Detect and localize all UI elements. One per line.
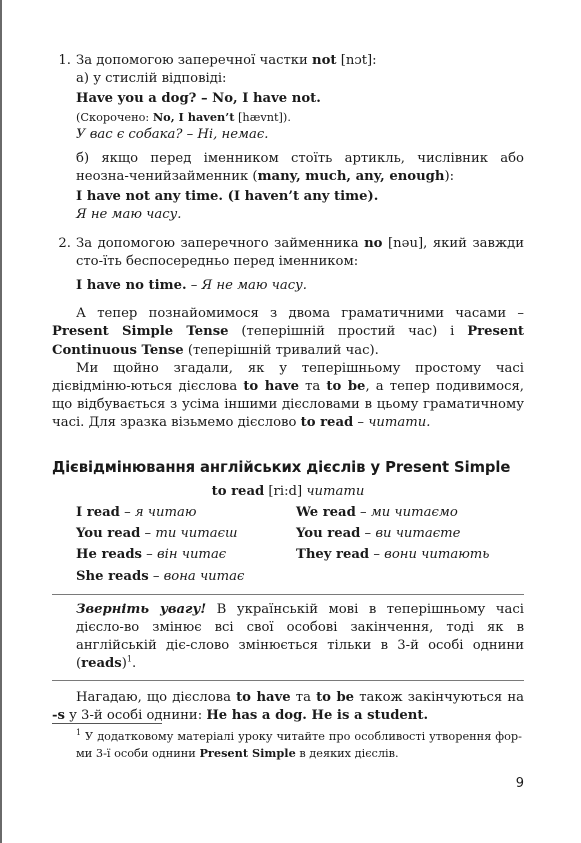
conjugation-cell: He reads – він читає <box>76 547 227 563</box>
conjugation-cell: They read – вони читають <box>296 547 490 563</box>
example-sentence <box>76 90 524 108</box>
bold-term: Present Simple Tense <box>52 324 229 340</box>
list-number: 1. <box>58 53 71 68</box>
bold-term: many, much, any, enough <box>257 169 445 185</box>
text: Ми щойно згадали, як у теперішньому простому часі дієвідміню-ються дієслова <box>52 360 524 395</box>
text: За допомогою заперечної частки <box>76 53 313 68</box>
list-number: 2. <box>58 235 71 251</box>
english-form: They read <box>296 547 370 563</box>
item1-sub-a: а) у стислій відповіді: <box>76 71 227 87</box>
ukrainian-form: ми читаємо <box>370 505 458 521</box>
attention-note <box>52 594 524 681</box>
bold-term: to have <box>236 689 291 705</box>
text: За допомогою заперечного займенника <box>76 235 365 251</box>
italic-term: читати. <box>368 415 431 431</box>
text: [hævnt]). <box>234 110 291 124</box>
bold-term: to be <box>326 379 366 395</box>
footnote-marker: 1 <box>126 655 132 665</box>
english-form: We read <box>296 505 356 521</box>
ukrainian-form: ти читаєш <box>155 526 238 542</box>
text: також закінчуються на <box>354 689 524 705</box>
text: Нагадаю, що дієслова <box>76 689 237 705</box>
text: б) якщо перед іменником стоїть артикль, числівник або неозна-ченийзайменник ( <box>76 150 524 185</box>
text: (теперішній простий час) і <box>228 324 468 340</box>
text: У додатковому матеріалі уроку читайте про особливості утворення фор-ми 3-ї особи однини <box>76 730 522 760</box>
ukrainian-form: вони читають <box>384 547 490 563</box>
bold-term: to have <box>243 379 299 395</box>
example-translation: У вас є собака? – Ні, немає. <box>76 126 269 142</box>
english-form: She reads <box>76 568 149 584</box>
ukrainian-form: ви читаєте <box>375 526 461 542</box>
bold-term: No, I haven’t <box>152 109 235 124</box>
conjugation-cell: You read – ви читаєте <box>296 526 461 542</box>
ukrainian-form: я читаю <box>134 505 197 521</box>
item1-sub-b <box>76 150 524 186</box>
list-item-2 <box>52 235 524 296</box>
conjugation-cell: She reads – вона читає <box>76 568 245 584</box>
footnote-separator <box>52 723 162 724</box>
ukrainian-form: він читає <box>156 547 227 563</box>
example-sentence <box>76 188 524 206</box>
list-item-1 <box>52 52 524 225</box>
example-bold: I have no time. <box>76 278 187 294</box>
text: та <box>290 689 317 705</box>
item1-intro <box>76 52 524 70</box>
bold-term: to read <box>211 483 265 499</box>
text: А тепер познайомимося з двома граматичними часами – <box>76 306 524 322</box>
english-form: You read <box>76 526 141 542</box>
conjugation-table <box>52 504 524 586</box>
conjugation-cell: I read – я читаю <box>76 505 197 521</box>
example-bold: I have not any time. (I haven’t any time). <box>76 189 379 205</box>
bold-term: Present Continuous Tense <box>52 324 524 358</box>
note-label: Зверніть увагу! <box>76 601 207 617</box>
text: – <box>353 415 369 431</box>
text: , а тепер подивимося, що відбувається з усіма іншими дієсловами в цьому граматичному часі. Для зразка візьмемо дієслово <box>52 379 525 431</box>
bold-term: to read <box>300 415 354 431</box>
text: [nəu], який завжди сто-їть беспосередньо перед іменником: <box>76 235 525 269</box>
example-translation: Я не маю часу. <box>76 207 182 223</box>
text: . <box>131 656 137 672</box>
paragraph <box>52 360 524 433</box>
conjugation-title <box>52 483 524 501</box>
bold-term: not <box>312 53 337 68</box>
example-translation: Я не маю часу. <box>201 278 307 294</box>
paragraph <box>52 689 524 725</box>
text: та <box>298 379 327 395</box>
english-form: You read <box>296 526 361 542</box>
bold-term: to be <box>316 689 355 705</box>
text: В українській мові в теперішньому часі дієсло-во змінює всі свої особові закінчення, тоді як в англійській діє-слово змінюється тільки в 3-й особі однини ( <box>76 601 524 672</box>
bold-term: reads <box>81 656 122 672</box>
english-form: I read <box>76 505 120 521</box>
footnote <box>76 728 522 762</box>
section-heading: Дієвідмінювання англійських дієслів у Present Simple <box>52 458 511 476</box>
example-bold: Have you a dog? – No, I have not. <box>76 91 321 107</box>
page-edge-line <box>0 0 2 843</box>
example-bold: He has a dog. He is a student. <box>206 707 429 723</box>
page-number: 9 <box>515 776 524 791</box>
page-content <box>52 52 524 725</box>
transcription: [ri:d] <box>264 483 307 499</box>
text: (теперішній тривалий час). <box>183 342 379 358</box>
text: ): <box>444 169 455 185</box>
text: [nɔt]: <box>336 53 377 68</box>
text: (Скорочено: <box>76 110 153 124</box>
bold-term: no <box>364 235 383 251</box>
bold-term: -s <box>52 707 65 723</box>
english-form: He reads <box>76 547 142 563</box>
italic-term: читати <box>306 483 365 499</box>
conjugation-cell: We read – ми читаємо <box>296 505 458 521</box>
footnote-marker: 1 <box>76 728 82 738</box>
ukrainian-form: вона читає <box>163 568 245 584</box>
bold-term: Present Simple <box>199 746 296 760</box>
paragraph <box>52 305 524 360</box>
text: у 3-й особі однини: <box>64 707 207 723</box>
text: в деяких дієслів. <box>295 747 399 760</box>
text: – <box>186 278 202 294</box>
example-sentence <box>76 277 524 295</box>
conjugation-cell: You read – ти читаєш <box>76 526 238 542</box>
abbreviation-note <box>76 109 524 126</box>
item2-text <box>76 235 524 271</box>
text: ) <box>121 656 127 672</box>
